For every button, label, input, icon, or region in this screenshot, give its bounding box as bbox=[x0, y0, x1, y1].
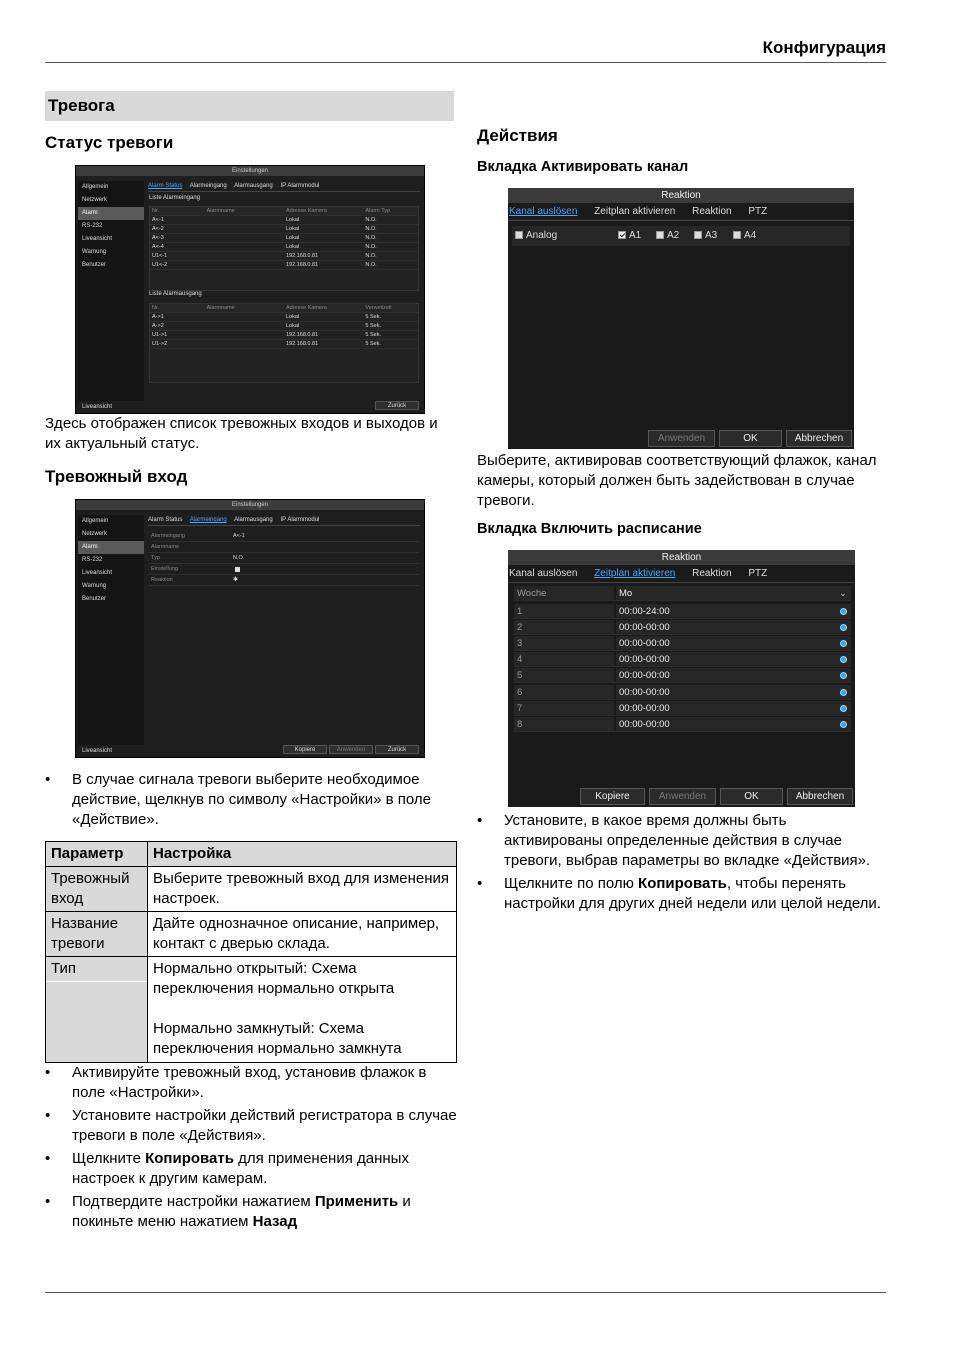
grid-row bbox=[150, 340, 418, 349]
schedule-row bbox=[514, 636, 851, 651]
tab-enable-schedule: Zeitplan aktivieren bbox=[594, 568, 676, 579]
checkbox-icon bbox=[733, 231, 741, 239]
grid-cell: A<-3 bbox=[152, 235, 164, 241]
grid-header-cell: Adresse Kamera bbox=[286, 208, 327, 214]
field-row bbox=[149, 564, 419, 575]
bullet-text: Установите настройки действий регистратора в случае тревоги в поле «Действия». bbox=[72, 1107, 457, 1144]
left-bullet-list bbox=[45, 1063, 457, 1235]
screenshot-title: Einstellungen bbox=[76, 500, 424, 510]
section-title: Тревога bbox=[45, 91, 454, 121]
tab-alarm-status: Alarm Status bbox=[148, 517, 183, 523]
schedule-row bbox=[514, 685, 851, 700]
field-value: A<-1 bbox=[233, 533, 245, 539]
grid-cell: A->2 bbox=[152, 323, 164, 329]
grid-cell: Lokal bbox=[286, 314, 300, 320]
field-label: Reaktion bbox=[151, 577, 173, 583]
field-row bbox=[149, 575, 419, 586]
menu-item-selected: Alarm bbox=[78, 207, 144, 220]
tab2-heading: Вкладка Включить расписание bbox=[477, 521, 702, 537]
bullet-bold: Назад bbox=[252, 1213, 298, 1230]
analog-label: Analog bbox=[526, 230, 558, 241]
schedule-row-number: 1 bbox=[514, 604, 614, 618]
screenshot-tabs bbox=[148, 517, 420, 526]
grid-cell: A->1 bbox=[152, 314, 164, 320]
field-row bbox=[149, 542, 419, 553]
grid-cell: N.O. bbox=[365, 217, 377, 223]
screenshot-title: Einstellungen bbox=[76, 166, 424, 176]
grid-row bbox=[150, 243, 418, 252]
field-row bbox=[149, 553, 419, 564]
type-no-text: Нормально открытый: Схема переключения нормально открыта bbox=[153, 960, 395, 997]
field-label: Alarmname bbox=[151, 544, 180, 550]
alarm-input-heading: Тревожный вход bbox=[45, 467, 188, 486]
grid-cell: U1<-1 bbox=[152, 253, 168, 259]
gear-icon[interactable] bbox=[840, 721, 847, 728]
grid-cell bbox=[205, 243, 284, 251]
field-row bbox=[149, 531, 419, 542]
tab-alarm-output: Alarmausgang bbox=[234, 183, 273, 189]
grid-cell: 192.168.0.81 bbox=[286, 332, 319, 338]
schedule-row bbox=[514, 668, 851, 683]
gear-icon[interactable] bbox=[840, 656, 847, 663]
alarm-input-screenshot bbox=[75, 499, 425, 758]
grid-cell: N.O. bbox=[365, 253, 377, 259]
screenshot-tabs bbox=[148, 183, 420, 192]
menu-item: Benutzer bbox=[82, 596, 107, 602]
schedule-row-time bbox=[616, 701, 851, 715]
tab-ptz: PTZ bbox=[748, 206, 768, 217]
grid-cell bbox=[205, 225, 284, 233]
schedule-time: 00:00-00:00 bbox=[619, 654, 670, 666]
schedule-time: 00:00-00:00 bbox=[619, 670, 670, 682]
grid-cell: Lokal bbox=[286, 235, 300, 241]
trigger-channel-dialog bbox=[508, 188, 854, 449]
table-row bbox=[46, 957, 457, 1063]
table-cell-param: Название тревоги bbox=[46, 912, 148, 957]
tab-enable-schedule: Zeitplan aktivieren bbox=[594, 206, 676, 217]
tab-ip-alarm: IP Alarmmodul bbox=[280, 183, 320, 189]
gear-icon[interactable] bbox=[840, 640, 847, 647]
grid-row bbox=[150, 261, 418, 270]
settings-menu bbox=[78, 181, 144, 401]
grid-header-cell: Alarmname bbox=[206, 208, 235, 214]
menu-item: Benutzer bbox=[82, 262, 107, 268]
bullet-item bbox=[45, 1192, 457, 1232]
alarm-status-heading: Статус тревоги bbox=[45, 133, 174, 152]
alarm-status-screenshot bbox=[75, 165, 425, 414]
grid-cell: U1<-2 bbox=[152, 262, 168, 268]
schedule-time: 00:00-24:00 bbox=[619, 606, 670, 617]
gear-icon[interactable] bbox=[840, 608, 847, 615]
week-row bbox=[514, 586, 851, 601]
table-cell-param bbox=[46, 957, 148, 1063]
tab-ptz: PTZ bbox=[748, 568, 768, 579]
actions-heading: Действия bbox=[477, 126, 558, 145]
table-header-row bbox=[46, 842, 457, 867]
schedule-time: 00:00-00:00 bbox=[619, 702, 670, 714]
schedule-row-time bbox=[616, 604, 851, 618]
settings-menu bbox=[78, 515, 144, 745]
grid-cell: Lokal bbox=[286, 244, 300, 250]
grid-row bbox=[150, 225, 418, 234]
grid-header-cell: Alarm Typ bbox=[365, 208, 391, 214]
dialog-title: Reaktion bbox=[508, 550, 855, 565]
tab-alarm-input: Alarmeingang bbox=[189, 517, 227, 523]
grid-row bbox=[150, 322, 418, 331]
grid-header-cell: Alarmname bbox=[206, 305, 235, 311]
schedule-row bbox=[514, 620, 851, 635]
grid-cell: N.O. bbox=[365, 235, 377, 241]
schedule-time: 00:00-00:00 bbox=[619, 686, 670, 698]
grid-header-row bbox=[150, 304, 418, 313]
live-view-label: Liveansicht bbox=[82, 748, 113, 754]
bullet-text: и покиньте меню нажатием bbox=[72, 1193, 411, 1230]
type-label: Тип bbox=[46, 957, 147, 982]
channel-a1: A1 bbox=[629, 230, 642, 241]
schedule-row-time bbox=[616, 652, 851, 666]
checkbox-icon bbox=[515, 231, 523, 239]
grid-cell bbox=[205, 234, 284, 242]
apply-button: Anwenden bbox=[648, 430, 715, 447]
type-label-filler bbox=[46, 982, 147, 1062]
grid-cell bbox=[205, 216, 284, 224]
week-label: Woche bbox=[514, 586, 614, 600]
cancel-button: Abbrechen bbox=[786, 430, 852, 447]
bullet-bold: Копировать bbox=[145, 1150, 234, 1167]
grid-row bbox=[150, 313, 418, 322]
gear-icon[interactable] bbox=[840, 624, 847, 631]
bullet-text: Активируйте тревожный вход, установив флажок в поле «Настройки». bbox=[72, 1064, 427, 1101]
dialog-tabs bbox=[508, 203, 854, 221]
grid-cell bbox=[205, 252, 284, 260]
field-label: Alarmeingang bbox=[151, 533, 185, 539]
bullet-item: • Установите, в какое время должны быть активированы определенные действия в случае тревоги, выбрав параметры во вкладке «Действия». bbox=[477, 811, 887, 871]
channel-a4: A4 bbox=[744, 230, 757, 241]
grid-cell: A<-1 bbox=[152, 217, 164, 223]
table-cell-setting: Выберите тревожный вход для изменения настроек. bbox=[148, 867, 457, 912]
grid-cell: Lokal bbox=[286, 217, 300, 223]
tab-alarm-status: Alarm Status bbox=[148, 183, 183, 189]
schedule-row bbox=[514, 717, 851, 732]
menu-item: Liveansicht bbox=[82, 570, 113, 576]
menu-item: Warnung bbox=[82, 249, 107, 255]
bullet-item bbox=[45, 1063, 457, 1103]
grid-cell bbox=[205, 331, 284, 339]
grid-row bbox=[150, 216, 418, 225]
gear-icon[interactable] bbox=[840, 689, 847, 696]
apply-button: Anwenden bbox=[329, 745, 373, 754]
field-value: N.O. bbox=[233, 555, 245, 561]
bullet-text: Подтвердите настройки нажатием bbox=[72, 1193, 315, 1210]
grid-cell: N.O. bbox=[365, 262, 377, 268]
bullet-text: Щелкните bbox=[72, 1150, 146, 1167]
gear-icon[interactable] bbox=[840, 672, 847, 679]
grid-row bbox=[150, 234, 418, 243]
checkbox-icon bbox=[694, 231, 702, 239]
field-value bbox=[231, 542, 419, 552]
live-view-label: Liveansicht bbox=[82, 404, 113, 410]
gear-icon[interactable] bbox=[840, 705, 847, 712]
apply-button: Anwenden bbox=[649, 788, 716, 805]
back-button: Zurück bbox=[375, 401, 419, 410]
grid-cell bbox=[205, 313, 284, 321]
grid-cell: 192.168.0.81 bbox=[286, 341, 319, 347]
tab-trigger-channel: Kanal auslösen bbox=[509, 568, 578, 579]
schedule-time: 00:00-00:00 bbox=[619, 718, 670, 730]
schedule-row-time bbox=[616, 717, 851, 731]
checkbox-icon bbox=[235, 567, 240, 572]
tab-trigger-channel: Kanal auslösen bbox=[509, 206, 578, 217]
alarm-input-bullets bbox=[45, 770, 457, 830]
tab-ip-alarm: IP Alarmmodul bbox=[280, 517, 320, 523]
output-list-title: Liste Alarmausgang bbox=[149, 291, 202, 297]
grid-cell: 192.168.0.81 bbox=[286, 253, 319, 259]
field-label: Typ bbox=[151, 555, 160, 561]
schedule-row-time bbox=[616, 636, 851, 650]
schedule-time: 00:00-00:00 bbox=[619, 622, 670, 634]
schedule-row bbox=[514, 604, 851, 619]
grid-cell: 5 Sek. bbox=[365, 314, 381, 320]
bullet-item bbox=[45, 1106, 457, 1146]
input-list-title: Liste Alarmeingang bbox=[149, 195, 201, 201]
dialog-title: Reaktion bbox=[508, 188, 854, 203]
alarm-status-text: Здесь отображен список тревожных входов и выходов и их актуальный статус. bbox=[45, 415, 438, 452]
tab-reaction: Reaktion bbox=[692, 206, 732, 217]
schedule-row-time bbox=[616, 668, 851, 682]
grid-cell: 192.168.0.81 bbox=[286, 262, 319, 268]
grid-cell: 5 Sek. bbox=[365, 323, 381, 329]
grid-header-cell: Adresse Kamera bbox=[286, 305, 327, 311]
menu-item-selected: Alarm bbox=[78, 541, 144, 554]
table-row bbox=[46, 867, 457, 912]
alarm-input-fields bbox=[149, 531, 419, 586]
grid-header-row bbox=[150, 207, 418, 216]
grid-cell bbox=[205, 340, 284, 348]
week-value: Mo bbox=[619, 588, 633, 599]
back-button: Zurück bbox=[375, 745, 419, 754]
grid-cell: Lokal bbox=[286, 323, 300, 329]
chevron-down-icon: ⌄ bbox=[839, 588, 847, 599]
menu-item: RS-232 bbox=[82, 223, 103, 229]
grid-cell: U1->1 bbox=[152, 332, 168, 338]
bullet-item: • В случае сигнала тревоги выберите необходимое действие, щелкнув по символу «Настройки» в поле «Действие». bbox=[45, 770, 457, 830]
table-header-setting: Настройка bbox=[148, 842, 457, 867]
output-list-grid bbox=[149, 303, 419, 383]
week-select bbox=[616, 586, 851, 600]
grid-header-cell: Verweilzeit bbox=[365, 305, 392, 311]
menu-item: Netzwerk bbox=[82, 197, 108, 203]
schedule-row-number: 3 bbox=[514, 636, 614, 650]
type-nc-text: Нормально замкнутый: Схема переключения нормально замкнута bbox=[153, 1020, 402, 1057]
tab-alarm-output: Alarmausgang bbox=[234, 517, 273, 523]
field-label: Einstellung bbox=[151, 566, 178, 572]
grid-cell: Lokal bbox=[286, 226, 300, 232]
field-value bbox=[231, 564, 419, 574]
copy-button: Kopiere bbox=[283, 745, 327, 754]
dialog-tabs bbox=[508, 565, 855, 583]
schedule-row-time bbox=[616, 685, 851, 699]
tab1-heading: Вкладка Активировать канал bbox=[477, 159, 689, 175]
right-bullet-list bbox=[477, 811, 887, 914]
menu-item: Liveansicht bbox=[82, 236, 113, 242]
table-cell-param: Тревожный вход bbox=[46, 867, 148, 912]
schedule-row-number: 8 bbox=[514, 717, 614, 731]
grid-row bbox=[150, 252, 418, 261]
schedule-row-time bbox=[616, 620, 851, 634]
grid-cell: 5 Sek. bbox=[365, 341, 381, 347]
copy-button: Kopiere bbox=[580, 788, 645, 805]
schedule-row bbox=[514, 701, 851, 716]
checkbox-icon bbox=[656, 231, 664, 239]
ok-button: OK bbox=[719, 430, 782, 447]
schedule-row-number: 6 bbox=[514, 685, 614, 699]
menu-item: Netzwerk bbox=[82, 531, 108, 537]
bullet-item bbox=[45, 1149, 457, 1189]
schedule-row-number: 2 bbox=[514, 620, 614, 634]
table-cell-setting bbox=[148, 957, 457, 1063]
table-row bbox=[46, 912, 457, 957]
grid-cell: N.O. bbox=[365, 244, 377, 250]
tab-alarm-input: Alarmeingang bbox=[189, 183, 227, 189]
grid-cell bbox=[205, 322, 284, 330]
parameter-table bbox=[45, 841, 457, 1063]
checkbox-checked-icon bbox=[618, 231, 626, 239]
cancel-button: Abbrechen bbox=[787, 788, 853, 805]
grid-row bbox=[150, 331, 418, 340]
tab1-text: Выберите, активировав соответствующий флажок, канал камеры, который должен быть задействован в случае тревоги. bbox=[477, 452, 877, 509]
channel-a2: A2 bbox=[667, 230, 680, 241]
page-header-title: Конфигурация bbox=[762, 38, 886, 57]
grid-cell: 5 Sek. bbox=[365, 332, 381, 338]
grid-cell: A<-4 bbox=[152, 244, 164, 250]
grid-header-cell: Nr. bbox=[152, 208, 160, 214]
bullet-item: • Щелкните по полю Копировать, чтобы перенять настройки для других дней недели или целой недели. bbox=[477, 874, 887, 914]
input-list-grid bbox=[149, 206, 419, 291]
gear-icon: ✱ bbox=[233, 577, 239, 583]
menu-item: Allgemein bbox=[82, 518, 109, 524]
field-value bbox=[231, 575, 419, 585]
grid-header-cell: Nr. bbox=[152, 305, 160, 311]
table-header-param: Параметр bbox=[46, 842, 148, 867]
bullet-bold: Применить bbox=[314, 1193, 399, 1210]
grid-cell: U1->2 bbox=[152, 341, 168, 347]
bullet-text: для применения данных настроек к другим камерам. bbox=[72, 1150, 409, 1187]
channel-a3: A3 bbox=[705, 230, 718, 241]
grid-cell: A<-2 bbox=[152, 226, 164, 232]
grid-cell bbox=[205, 261, 284, 269]
channel-row bbox=[512, 226, 850, 246]
schedule-time: 00:00-00:00 bbox=[619, 638, 670, 650]
schedule-dialog bbox=[508, 550, 855, 807]
schedule-row-number: 5 bbox=[514, 668, 614, 682]
ok-button: OK bbox=[720, 788, 783, 805]
menu-item: RS-232 bbox=[82, 557, 103, 563]
grid-cell: N.O. bbox=[365, 226, 377, 232]
schedule-row-number: 7 bbox=[514, 701, 614, 715]
schedule-row-number: 4 bbox=[514, 652, 614, 666]
menu-item: Allgemein bbox=[82, 184, 109, 190]
schedule-row bbox=[514, 652, 851, 667]
header-rule bbox=[45, 62, 886, 63]
menu-item: Warnung bbox=[82, 583, 107, 589]
footer-rule bbox=[45, 1292, 886, 1293]
tab-reaction: Reaktion bbox=[692, 568, 732, 579]
table-cell-setting: Дайте однозначное описание, например, контакт с дверью склада. bbox=[148, 912, 457, 957]
